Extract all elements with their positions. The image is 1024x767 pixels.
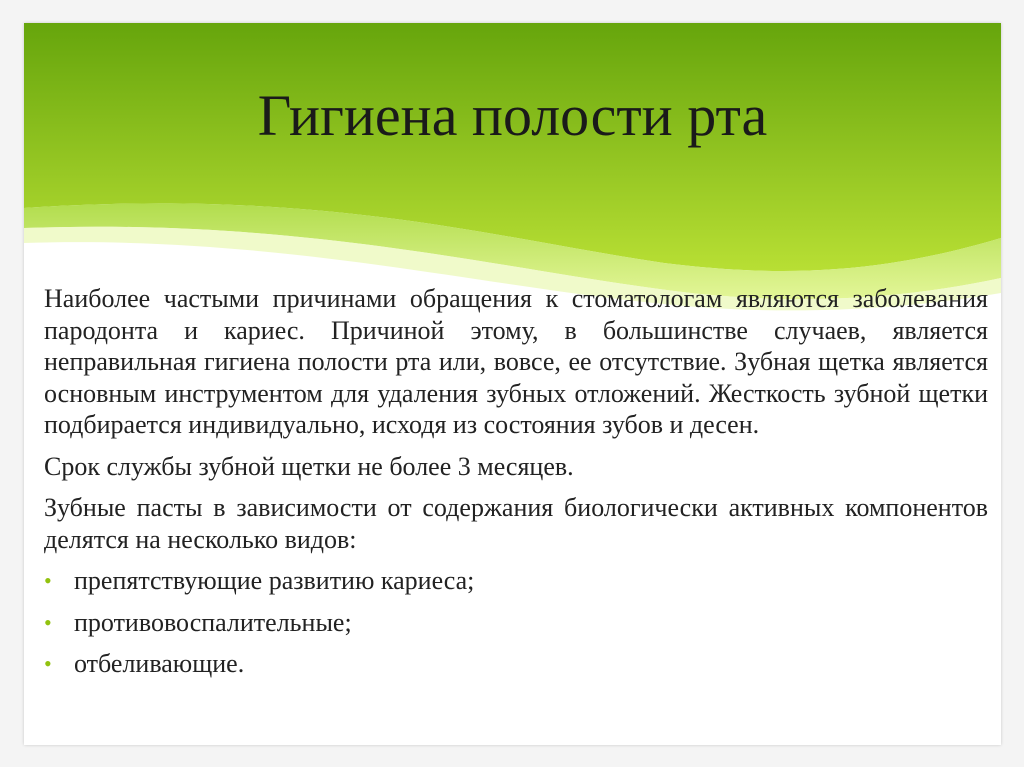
bullet-dot-icon: • bbox=[44, 568, 52, 593]
bullet-text: противовоспалительные; bbox=[74, 607, 352, 637]
bullet-text: препятствующие развитию кариеса; bbox=[74, 566, 475, 595]
bullet-item bbox=[44, 565, 988, 597]
bullet-list bbox=[44, 565, 988, 680]
bullet-dot-icon: • bbox=[44, 651, 52, 676]
paragraph-toothpaste-types: Зубные пасты в зависимости от содержания биологически активных компонентов делятся на несколько видов: bbox=[44, 493, 988, 554]
slide-title: Гигиена полости рта bbox=[257, 83, 768, 148]
paragraph-intro: Наиболее частыми причинами обращения к стоматологам являются заболевания пародонта и кариес. Причиной этому, в большинстве случаев, является неправильная гигиена полости рта или, вовсе, ее отсутствие. Зубная щетка является основным инструментом для удаления зубных отложений. Жесткость зубной щетки подбирается индивидуально, исходя из состояния зубов и десен. bbox=[44, 284, 988, 439]
slide bbox=[24, 23, 1001, 745]
bullet-item bbox=[44, 607, 988, 639]
bullet-dot-icon: • bbox=[44, 609, 52, 635]
bullet-text: отбеливающие. bbox=[74, 649, 245, 678]
bullet-item bbox=[44, 648, 988, 680]
header-wave-background bbox=[24, 23, 1001, 323]
slide-body bbox=[44, 283, 988, 690]
paragraph-brush-lifetime: Срок службы зубной щетки не более 3 месяцев. bbox=[44, 451, 574, 481]
